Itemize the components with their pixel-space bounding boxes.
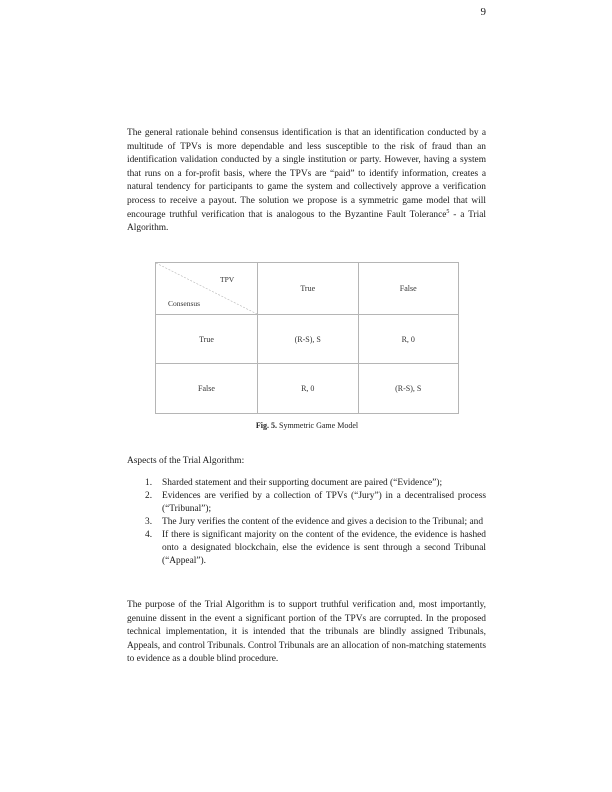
column-header-false: False	[358, 263, 459, 315]
paragraph-text: The general rationale behind consensus identification is that an identification conducted by a multitude of TPVs is more dependable and less susceptible to the risk of fraud than an identification validation conducted by a single institution or party. However, having a system that runs on a for-profit basis, where the TPVs are “paid” to identify information, creates a natural tendency for participants to game the system and collectively approve a verification process to receive a payout. The solution we propose is a symmetric game model that will encourage truthful verification that is analogous to the Byzantine Fault Tolerance	[127, 128, 486, 220]
table-cell: R, 0	[358, 315, 459, 364]
table-cell: (R-S), S	[258, 315, 359, 364]
list-item	[127, 490, 486, 516]
paragraph-aspects-intro: Aspects of the Trial Algorithm:	[127, 456, 245, 466]
list-item-text: The Jury verifies the content of the evidence and gives a decision to the Tribunal; and	[162, 517, 484, 527]
footnote-marker: 5	[446, 208, 450, 215]
table-corner-cell	[156, 263, 258, 315]
corner-label-consensus: Consensus	[168, 299, 201, 308]
figure-caption	[155, 421, 459, 430]
list-item-text: Sharded statement and their supporting document are paired (“Evidence”);	[162, 478, 443, 488]
table-header-row	[156, 263, 459, 315]
list-item-number: 2.	[145, 491, 153, 501]
list-item-text: If there is significant majority on the content of the evidence, the evidence is hashed onto a designated blockchain, else the evidence is sent through a second Tribunal (“Appeal”).	[162, 530, 486, 566]
paragraph-text-after: - a Trial Algorithm.	[127, 209, 486, 234]
table-cell: R, 0	[258, 364, 359, 414]
table-cell: (R-S), S	[358, 364, 459, 414]
column-header-true: True	[258, 263, 359, 315]
list-item	[127, 516, 486, 529]
symmetric-game-table	[155, 262, 459, 414]
page-number: 9	[480, 6, 486, 18]
table-row	[156, 315, 459, 364]
list-item	[127, 529, 486, 568]
list-item	[127, 477, 486, 490]
table-row	[156, 364, 459, 414]
list-item-number: 1.	[145, 478, 153, 488]
row-header-true: True	[156, 315, 258, 364]
row-header-false: False	[156, 364, 258, 414]
paragraph-trial-purpose: The purpose of the Trial Algorithm is to support truthful verification and, most importantly, genuine dissent in the event a significant portion of the TPVs are corrupted. In the proposed technical implementation, it is intended that the tribunals are blindly assigned Tribunals, Appeals, and control Tribunals. Control Tribunals are an allocation of non-matching statements to evidence as a double blind procedure.	[127, 600, 486, 665]
aspects-list	[127, 477, 486, 568]
list-item-text: Evidences are verified by a collection of TPVs (“Jury”) in a decentralised process (“Tribunal”);	[162, 491, 486, 514]
figure-label: Fig. 5.	[255, 421, 277, 430]
paragraph-consensus-rationale	[127, 127, 486, 236]
corner-label-tpv: TPV	[220, 275, 235, 284]
figure-caption-text: Symmetric Game Model	[277, 421, 359, 430]
list-item-number: 4.	[145, 530, 153, 540]
list-item-number: 3.	[145, 517, 153, 527]
